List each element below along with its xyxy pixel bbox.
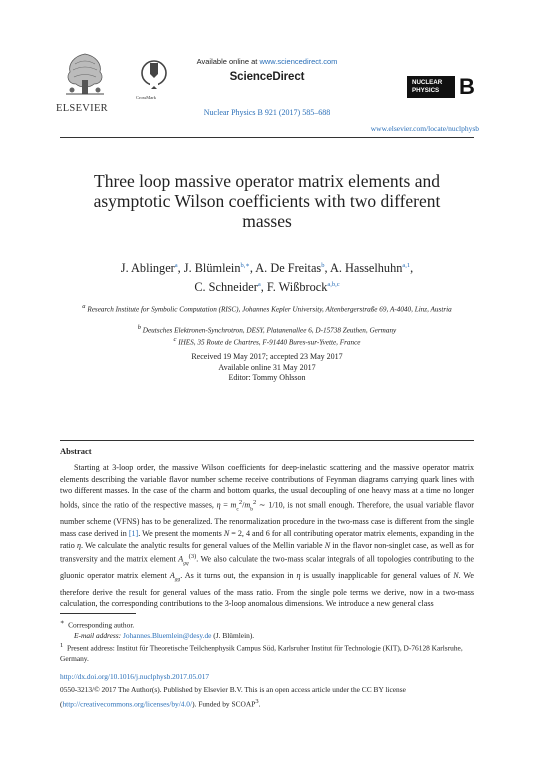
abstract-body: Starting at 3-loop order, the massive Wilson coefficients for deep-inelastic scattering and the massive operator matrix elements describing the variable flavor number scheme receive contributions of Feynman diagrams carrying quark lines with two different masses. In the case of the charm and bottom quarks, the usual decoupling of one heavy mass at a time no longer holds, since the ratio of the respective masses, $\eta = m_c^2/m_b^2$ ∼ 1/10, is not small enough. Therefore, the usual variable flavor number scheme (VFNS) has to be generalized. The renormalization procedure in the two-mass case is different from the single mass case derived in [1]. We present the moments N = 2, 4 and 6 for all contributing operator matrix elements, expanding in the ratio η. We calculate the analytic results for general values of the Mellin variable N in the flavor non-singlet case, as well as for transversity and the matrix element $A_{gq}^{(3)}$. We also calculate the two-mass scalar integrals of all topologies contributing to the gluonic operator matrix element $A_{gg}$. As it turns out, the expansion in η is usually inapplicable for general values of N. We therefore derive the result for general values of the mass ratio. From the single pole terms we derive, now in a two-mass calculation, the corresponding contributions to the 3-loop anomalous dimensions. We introduce a new general class (60, 463, 475, 609)
author-separator: , (177, 261, 184, 276)
funding-end: . (258, 699, 261, 709)
author-name: A. Hasselhuhn (329, 261, 403, 276)
author-separator: , (260, 279, 267, 294)
affiliation-b (60, 323, 474, 336)
abstract-text: Starting at 3-loop order, the massive Wilson coefficients for deep-inelastic scattering and the massive operator matrix elements describing the variable flavor number scheme receive contributions of Feynman diagrams carrying quark lines with two different masses. In the case of the charm and bottom quarks, the usual decoupling of one heavy mass at a time no longer holds, since the ratio of the respective masses, (60, 463, 474, 510)
cc-license-link[interactable]: http://creativecommons.org/licenses/by/4.0/ (62, 699, 193, 709)
author-separator: , (324, 261, 330, 276)
journal-logo-line2: PHYSICS (412, 86, 440, 94)
online-date: Available online 31 May 2017 (218, 362, 316, 372)
abstract-text: for all contributing operator matrix elements, expanding in the ratio (60, 528, 474, 550)
available-online-line (0, 57, 534, 66)
footnote-mark: ∗ (60, 619, 65, 626)
author-line-2 (60, 277, 474, 296)
editor: Editor: Tommy Ohlsson (228, 373, 306, 382)
corresponding-author-label: Corresponding author. (68, 620, 135, 630)
affiliation-c (60, 335, 474, 348)
citation-link[interactable]: [1] (128, 528, 139, 538)
author-name: A. De Freitas (255, 261, 322, 276)
author-name: C. Schneider (194, 279, 258, 294)
article-footer (60, 671, 474, 711)
author-line-1 (60, 258, 474, 277)
available-online-prefix: Available online at (196, 57, 260, 66)
footnote-divider (60, 613, 136, 614)
footnote-corresponding (60, 618, 474, 664)
funding-sup: 3 (255, 698, 259, 705)
email-label: E-mail address: (74, 630, 123, 640)
abstract-top-divider (60, 440, 474, 441)
funding-text: ). Funded by SCOAP (192, 699, 256, 709)
author-name: J. Blümlein (183, 261, 241, 276)
journal-logo-letter: B (459, 74, 475, 99)
affiliation-text: Deutsches Elektronen-Synchrotron, DESY, Platanenallee 6, D-15738 Zeuthen, Germany (142, 326, 397, 335)
affiliation-text: Research Institute for Symbolic Computation (RISC), Johannes Kepler University, Altenbergerstraße 69, A-4040, Linz, Austria (87, 305, 452, 314)
abstract-text: . We calculate the analytic results for general values of the Mellin variable (80, 540, 325, 550)
abstract-text: is usually inapplicable for general values of (300, 571, 454, 581)
publisher-name: ELSEVIER (56, 103, 108, 114)
doi-link[interactable]: http://dx.doi.org/10.1016/j.nuclphysb.2017.05.017 (60, 672, 210, 681)
affiliation-text: IHES, 35 Route de Chartres, F-91440 Bures-sur-Yvette, France (178, 338, 361, 347)
author-list (60, 258, 474, 295)
article-history (60, 352, 474, 384)
abstract-heading: Abstract (60, 446, 92, 456)
author-affiliation-mark[interactable]: b,∗ (240, 262, 250, 269)
title-line-1: Three loop massive operator matrix elements and (94, 171, 440, 191)
journal-url-link[interactable]: www.elsevier.com/locate/nuclphysb (370, 124, 479, 133)
author-name: J. Ablinger (120, 261, 175, 276)
received-date: Received 19 May 2017; accepted 23 May 2017 (191, 352, 343, 361)
abstract-text: in the flavor non-singlet case, as well as for transversity and the matrix element (60, 540, 474, 564)
abstract-text: . We present the moments (138, 528, 224, 538)
author-separator: , (410, 261, 414, 276)
affiliation-a (60, 302, 474, 315)
abstract-text: . We therefore derive the result for general values of the mass ratio. From the single pole terms we derive, now in a two-mass calculation, the corresponding contributions to the 3-loop anomalous dimensions. We introduce a new general class (60, 571, 475, 609)
crossmark-label: CrossMark (136, 95, 156, 100)
affiliation-mark: c (173, 336, 177, 343)
title-line-3: masses (242, 211, 292, 231)
journal-reference[interactable]: Nuclear Physics B 921 (2017) 585–688 (203, 108, 331, 117)
author-affiliation-mark[interactable]: b (321, 262, 325, 269)
sciencedirect-link[interactable]: www.sciencedirect.com (259, 57, 338, 66)
author-affiliation-mark[interactable]: a,b,c (327, 280, 340, 288)
abstract-text: . We also calculate the two-mass scalar integrals of all topologies contributing to the gluonic operator matrix element (60, 554, 475, 581)
abstract-text: . As it turns out, the expansion in (180, 571, 297, 581)
abstract-text: , is not small enough. Therefore, the usual variable flavor number scheme (VFNS) has to be generalized. The renormalization procedure in the two-mass case is different from the single mass case derived in (60, 500, 474, 538)
email-owner: (J. Blümlein). (211, 630, 255, 640)
present-address-note: Present address: Institut für Theoretische Teilchenphysik Campus Süd, Karlsruher Institut für Technologie (KIT), D-76128 Karlsruhe, Germany. (60, 643, 463, 663)
affiliation-mark: b (137, 324, 141, 331)
author-affiliation-mark[interactable]: a (257, 280, 261, 288)
email-link[interactable]: Johannes.Bluemlein@desy.de (123, 630, 212, 640)
footnote-mark: 1 (60, 642, 64, 650)
license-line (60, 684, 474, 697)
affiliation-mark: a (82, 303, 86, 310)
journal-logo-line1: NUCLEAR (412, 79, 443, 86)
header-divider (60, 137, 474, 138)
article-title (60, 171, 474, 231)
author-affiliation-mark[interactable]: a,1 (402, 262, 411, 269)
license-text: 0550-3213/© 2017 The Author(s). Published by Elsevier B.V. This is an open access article under the CC BY license (60, 684, 406, 694)
title-line-2: asymptotic Wilson coefficients with two different (93, 191, 441, 211)
author-name: F. Wißbrock (266, 279, 328, 294)
author-separator: , (249, 261, 256, 276)
journal-logo (407, 76, 455, 98)
sciencedirect-wordmark: ScienceDirect (229, 71, 305, 83)
license-url-line: (http://creativecommons.org/licenses/by/4.0/). Funded by SCOAP$^3$. (60, 698, 261, 709)
author-affiliation-mark[interactable]: a (174, 262, 178, 269)
